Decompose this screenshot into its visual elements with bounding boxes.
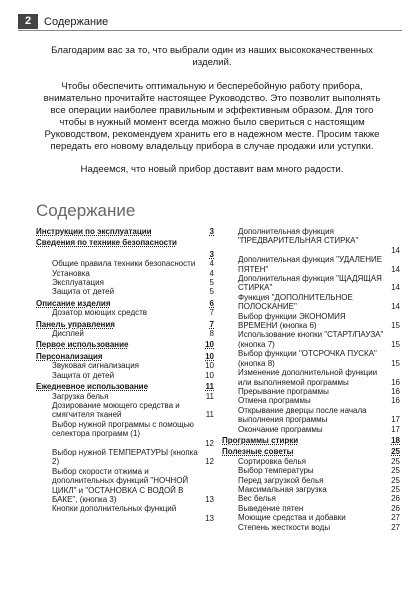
toc-page-number: 10 xyxy=(205,361,214,371)
toc-entry-title: Сведения по технике безопасности xyxy=(36,238,177,248)
toc-page-number: 17 xyxy=(391,415,400,425)
toc-subentry xyxy=(36,514,214,523)
page-header xyxy=(18,14,108,29)
toc-subentry xyxy=(36,371,214,380)
toc-subentry xyxy=(222,513,400,522)
toc-title: Содержание xyxy=(36,201,136,220)
toc-section-entry xyxy=(36,340,214,349)
toc-page-number: 6 xyxy=(209,298,214,308)
toc-entry-title: Загрузка белья xyxy=(52,391,109,401)
toc-page-number: 25 xyxy=(391,475,400,485)
toc-subentry xyxy=(222,330,400,349)
toc-page-number: 14 xyxy=(391,302,400,312)
toc-entry-title: Кнопки дополнительных функций xyxy=(52,504,177,514)
toc-subentry xyxy=(36,467,214,505)
toc-page-number: 12 xyxy=(205,457,214,467)
toc-entry-title: Открывание дверцы после начала выполнения программы xyxy=(238,405,367,425)
toc-page-number: 25 xyxy=(391,447,400,457)
toc-subentry xyxy=(36,269,214,278)
toc-page-number: 16 xyxy=(391,386,400,396)
toc-section-entry xyxy=(36,227,214,236)
toc-subentry xyxy=(222,349,400,368)
toc-page-number: 16 xyxy=(391,377,400,387)
toc-entry-title: Защита от детей xyxy=(52,370,115,380)
toc-subentry xyxy=(222,293,400,312)
toc-page-number: 16 xyxy=(391,396,400,406)
toc-subentry xyxy=(36,504,214,513)
toc-subentry xyxy=(222,274,400,293)
toc-entry-title: Описание изделия xyxy=(36,298,111,308)
toc-entry-title: Программы стирки xyxy=(222,435,299,445)
toc-page-number: 25 xyxy=(391,484,400,494)
toc-subentry xyxy=(222,227,400,246)
toc-entry-title: Полезные советы xyxy=(222,447,294,457)
toc-page-number: 25 xyxy=(391,466,400,476)
toc-entry-title: Выбор скорости отжима и дополнительных функций "НОЧНОЙ ЦИКЛ" и "ОСТАНОВКА С ВОДОЙ В БАКЕ", (кнопка 3) xyxy=(52,466,189,504)
toc-entry-title: Сортировка белья xyxy=(238,456,306,466)
page-number: 2 xyxy=(18,14,38,29)
toc-page-number: 13 xyxy=(205,513,214,523)
toc-entry-title: Использование кнопки "СТАРТ/ПАУЗА" (кнопка 7) xyxy=(238,330,384,349)
intro-text-2: Чтобы обеспечить оптимальную и бесперебойную работу прибора, внимательно прочитайте настоящее Руководство. Это позволит выполнять все операции наиболее правильным и эффективным образом. Для того чтобы в нужный момент всегда можно было свериться с настоящим Руководством, рекомендуем хранить его в надежном месте. Просим также передать его новому владельцу прибора в случае продажи или уступки. xyxy=(43,81,381,152)
toc-entry-title: Дозатор моющих средств xyxy=(52,308,148,318)
toc-subentry xyxy=(222,368,400,387)
toc-entry-title: Выбор нужной программы с помощью селектора программ (1) xyxy=(52,419,194,439)
toc-entry-title: Дополнительная функция "ЩАДЯЩАЯ СТИРКА" xyxy=(238,274,382,293)
toc-subentry xyxy=(222,312,400,331)
toc-subentry xyxy=(36,259,214,268)
toc-page-number: 10 xyxy=(205,351,214,361)
toc-page-number: 14 xyxy=(391,283,400,293)
toc-entry-title: Ежедневное использование xyxy=(36,382,149,392)
toc-page-number: 3 xyxy=(209,249,214,259)
toc-entry-title: Вес белья xyxy=(238,494,276,504)
intro-paragraph xyxy=(40,45,384,69)
toc-entry-title: Прерывание программы xyxy=(238,386,329,396)
toc-page-number: 27 xyxy=(391,513,400,523)
toc-subentry xyxy=(36,439,214,448)
toc-entry-title: Отмена программы xyxy=(238,396,311,406)
intro-paragraph xyxy=(40,164,384,176)
toc-page-number: 27 xyxy=(391,522,400,532)
toc-section-entry xyxy=(222,436,400,445)
toc-entry-title: Окончание программы xyxy=(238,424,323,434)
toc-page-number: 7 xyxy=(209,319,214,329)
toc-page-number: 15 xyxy=(391,339,400,349)
toc-subentry xyxy=(222,255,400,274)
toc-subentry xyxy=(222,396,400,405)
toc-subentry xyxy=(222,476,400,485)
toc-entry-title: Моющие средства и добавки xyxy=(238,513,346,523)
toc-page-number: 11 xyxy=(205,410,214,420)
toc-page-number: 15 xyxy=(391,321,400,331)
toc-entry-title: Инструкции по эксплуатации xyxy=(36,227,152,236)
toc-subentry xyxy=(36,361,214,370)
intro-paragraph xyxy=(40,81,384,153)
toc-entry-title: Максимальная загрузка xyxy=(238,484,327,494)
toc-subentry xyxy=(36,448,214,467)
toc-subentry xyxy=(36,278,214,287)
toc-page-number: 4 xyxy=(209,268,214,278)
toc-entry-title: Защита от детей xyxy=(52,287,115,297)
toc-subentry xyxy=(36,329,214,338)
toc-page-number: 7 xyxy=(209,308,214,318)
toc-section-entry xyxy=(36,250,214,259)
toc-entry-title: Выбор функции "ОТСРОЧКА ПУСКА" (кнопка 8) xyxy=(238,349,377,368)
toc-subentry xyxy=(222,387,400,396)
toc-page-number: 13 xyxy=(205,494,214,504)
toc-page-number: 14 xyxy=(391,264,400,274)
toc-page-number: 26 xyxy=(391,503,400,513)
toc-entry-title: Дисплей xyxy=(52,329,84,339)
toc-page-number: 17 xyxy=(391,424,400,434)
toc-page-number: 4 xyxy=(209,259,214,269)
toc-entry-title: Дополнительная функция "УДАЛЕНИЕ ПЯТЕН" xyxy=(238,255,383,274)
toc-page-number: 14 xyxy=(391,245,400,255)
toc-page-number: 8 xyxy=(209,329,214,339)
toc-page-number: 11 xyxy=(205,391,214,401)
toc-entry-title: Выведение пятен xyxy=(238,503,304,513)
toc-entry-title: Выбор нужной ТЕМПЕРАТУРЫ (кнопка 2) xyxy=(52,447,198,467)
toc-section-entry xyxy=(222,447,400,456)
toc-subentry xyxy=(36,287,214,296)
toc-section-entry xyxy=(36,382,214,391)
toc-section-entry xyxy=(36,238,214,247)
toc-entry-title: Функция "ДОПОЛНИТЕЛЬНОЕ ПОЛОСКАНИЕ" xyxy=(238,292,353,312)
toc-section-entry xyxy=(36,352,214,361)
toc-subentry xyxy=(36,420,214,439)
toc-page-number: 26 xyxy=(391,494,400,504)
toc-page-number: 3 xyxy=(209,227,214,236)
toc-page-number: 15 xyxy=(391,358,400,368)
intro-text-1: Благодарим вас за то, что выбрали один из наших высококачественных изделий. xyxy=(51,45,373,68)
toc-entry-title: Панель управления xyxy=(36,319,115,329)
toc-page-number: 11 xyxy=(205,382,214,392)
toc-subentry xyxy=(222,457,400,466)
toc-entry-title: Эксплуатация xyxy=(52,278,104,288)
toc-entry-title: Установка xyxy=(52,268,90,278)
toc-subentry xyxy=(222,485,400,494)
toc-page-number: 12 xyxy=(205,438,214,448)
toc-page-number: 10 xyxy=(205,370,214,380)
intro-text-3: Надеемся, что новый прибор доставит вам много радости. xyxy=(80,164,344,175)
toc-entry-title: Выбор температуры xyxy=(238,466,314,476)
toc-page-number: 25 xyxy=(391,456,400,466)
toc-page-number: 10 xyxy=(205,340,214,350)
toc-page-number: 18 xyxy=(391,435,400,445)
toc-column-left xyxy=(36,227,214,523)
toc-entry-title: Персонализация xyxy=(36,351,103,361)
toc-subentry xyxy=(222,425,400,434)
header-divider xyxy=(18,30,402,31)
toc-subentry xyxy=(222,406,400,425)
toc-entry-title: Звуковая сигнализация xyxy=(52,361,139,371)
toc-section-entry xyxy=(36,320,214,329)
toc-entry-title: Выбор функции ЭКОНОМИЯ ВРЕМЕНИ (кнопка 6) xyxy=(238,311,346,331)
toc-page-number: 5 xyxy=(209,287,214,297)
toc-entry-title: Первое использование xyxy=(36,340,129,350)
toc-entry-title: Дозирование моющего средства и смягчителя тканей xyxy=(52,400,180,420)
toc-page-number: 5 xyxy=(209,278,214,288)
toc-entry-title: Степень жесткости воды xyxy=(238,522,331,532)
toc-subentry xyxy=(36,308,214,317)
toc-subentry xyxy=(36,401,214,420)
toc-entry-title: Перед загрузкой белья xyxy=(238,475,324,485)
toc-subentry xyxy=(222,504,400,513)
toc-subentry xyxy=(222,523,400,532)
toc-column-right xyxy=(222,227,400,532)
toc-subentry xyxy=(36,392,214,401)
toc-entry-title: Дополнительная функция "ПРЕДВАРИТЕЛЬНАЯ СТИРКА" xyxy=(238,227,359,246)
header-title: Содержание xyxy=(44,15,109,28)
toc-subentry xyxy=(222,494,400,503)
toc-section-entry xyxy=(36,299,214,308)
toc-subentry xyxy=(222,246,400,255)
toc-entry-title: Общие правила техники безопасности xyxy=(52,259,196,269)
toc-subentry xyxy=(222,466,400,475)
toc-entry-title: Изменение дополнительной функции или выполняемой программы xyxy=(238,368,378,387)
